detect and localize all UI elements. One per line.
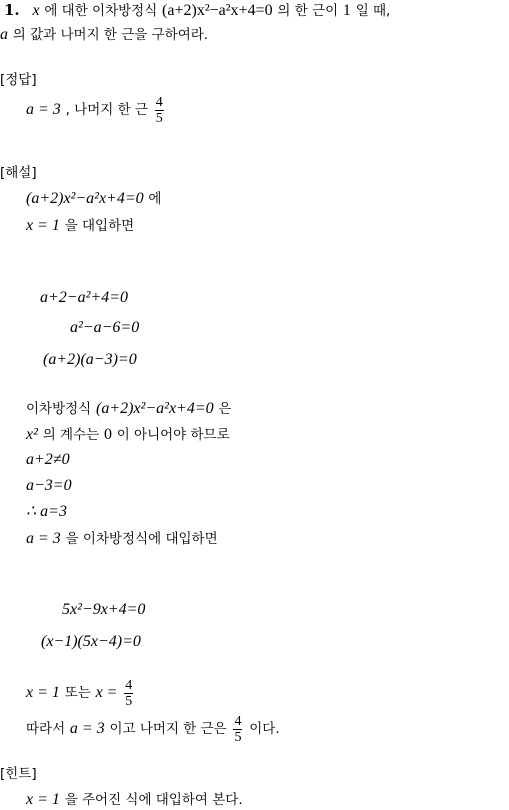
solution-zero: 0 [103, 426, 112, 443]
hint-heading: [힌트] [0, 766, 37, 782]
solution-text: 은 [218, 401, 232, 417]
solution-text: 이다. [249, 721, 280, 737]
solution-equation: a = 3 [69, 720, 105, 737]
solution-equation: x = 1 [26, 684, 60, 701]
problem-text: 일 때, [355, 3, 391, 19]
solution-text: 또는 [64, 685, 91, 701]
solution-line-9 [26, 675, 135, 710]
answer-fraction [155, 95, 164, 126]
solution-text: 을 대입하면 [64, 218, 135, 234]
solution-fraction [233, 714, 242, 745]
answer-heading: [정답] [0, 72, 37, 88]
fraction-numerator: 4 [125, 677, 133, 693]
solution-equation: x = [95, 684, 118, 701]
solution-text: 에 [148, 191, 162, 207]
problem-root: 1 [342, 2, 351, 19]
answer-text: , 나머지 한 근 [65, 102, 148, 118]
solution-equation: ∴ a=3 [26, 503, 67, 520]
derivation-eq-1-text: a+2−a²+4=0 [40, 289, 128, 306]
problem-equation: (a+2)x²−a²x+4=0 [162, 2, 273, 19]
derivation-eq-2 [70, 318, 139, 338]
solution-heading: [해설] [0, 165, 37, 181]
problem-text: 의 값과 나머지 한 근을 구하여라. [12, 27, 209, 43]
solution-text: 이 아니어야 하므로 [116, 427, 230, 443]
fraction-numerator: 4 [155, 94, 163, 110]
fraction-denominator: 5 [234, 729, 242, 745]
derivation-eq-5 [41, 632, 141, 652]
fraction-denominator: 5 [155, 110, 163, 126]
solution-equation: (a+2)x²−a²x+4=0 [26, 190, 144, 207]
derivation-eq-5-text: (x−1)(5x−4)=0 [41, 633, 141, 650]
solution-equation: a+2≠0 [26, 451, 70, 468]
solution-fraction [124, 678, 133, 709]
solution-line-7 [26, 502, 67, 522]
solution-equation: x = 1 [26, 217, 60, 234]
solution-equation: a−3=0 [26, 477, 72, 494]
solution-text: 이고 나머지 한 근은 [109, 721, 227, 737]
derivation-eq-4 [62, 600, 145, 620]
solution-text: 을 이차방정식에 대입하면 [65, 531, 218, 547]
fraction-numerator: 4 [234, 713, 242, 729]
solution-line-6 [26, 476, 72, 496]
fraction-denominator: 5 [125, 693, 133, 709]
derivation-eq-3 [43, 350, 137, 370]
derivation-eq-3-text: (a+2)(a−3)=0 [43, 351, 137, 368]
solution-line-3 [26, 398, 231, 419]
solution-line-10 [26, 711, 280, 746]
solution-text: 의 계수는 [42, 427, 100, 443]
hint-line [26, 789, 243, 810]
solution-line-5 [26, 450, 70, 470]
derivation-eq-2-text: a²−a−6=0 [70, 319, 140, 336]
solution-equation: (a+2)x²−a²x+4=0 [96, 400, 214, 417]
problem-var-x: x [32, 2, 40, 19]
solution-text: 이차방정식 [26, 401, 92, 417]
hint-equation: x = 1 [26, 791, 60, 808]
problem-text: 의 한 근이 [277, 3, 339, 19]
solution-var: x² [26, 426, 38, 443]
problem-line-1 [4, 0, 390, 21]
problem-text: 에 대한 이차방정식 [44, 3, 158, 19]
problem-line-2 [0, 24, 208, 45]
derivation-eq-4-text: 5x²−9x+4=0 [62, 601, 146, 618]
problem-var-a: a [0, 26, 8, 43]
solution-equation: a = 3 [26, 530, 61, 547]
solution-line-8 [26, 528, 218, 549]
answer-expr: a = 3 [26, 101, 61, 118]
answer-line [26, 92, 166, 127]
problem-number: 1. [4, 1, 20, 19]
solution-text: 따라서 [26, 721, 66, 737]
derivation-eq-1 [40, 288, 128, 308]
solution-line-4 [26, 424, 230, 445]
solution-line-2 [26, 215, 134, 236]
hint-text: 을 주어진 식에 대입하여 본다. [64, 792, 243, 808]
solution-line-1 [26, 188, 161, 209]
